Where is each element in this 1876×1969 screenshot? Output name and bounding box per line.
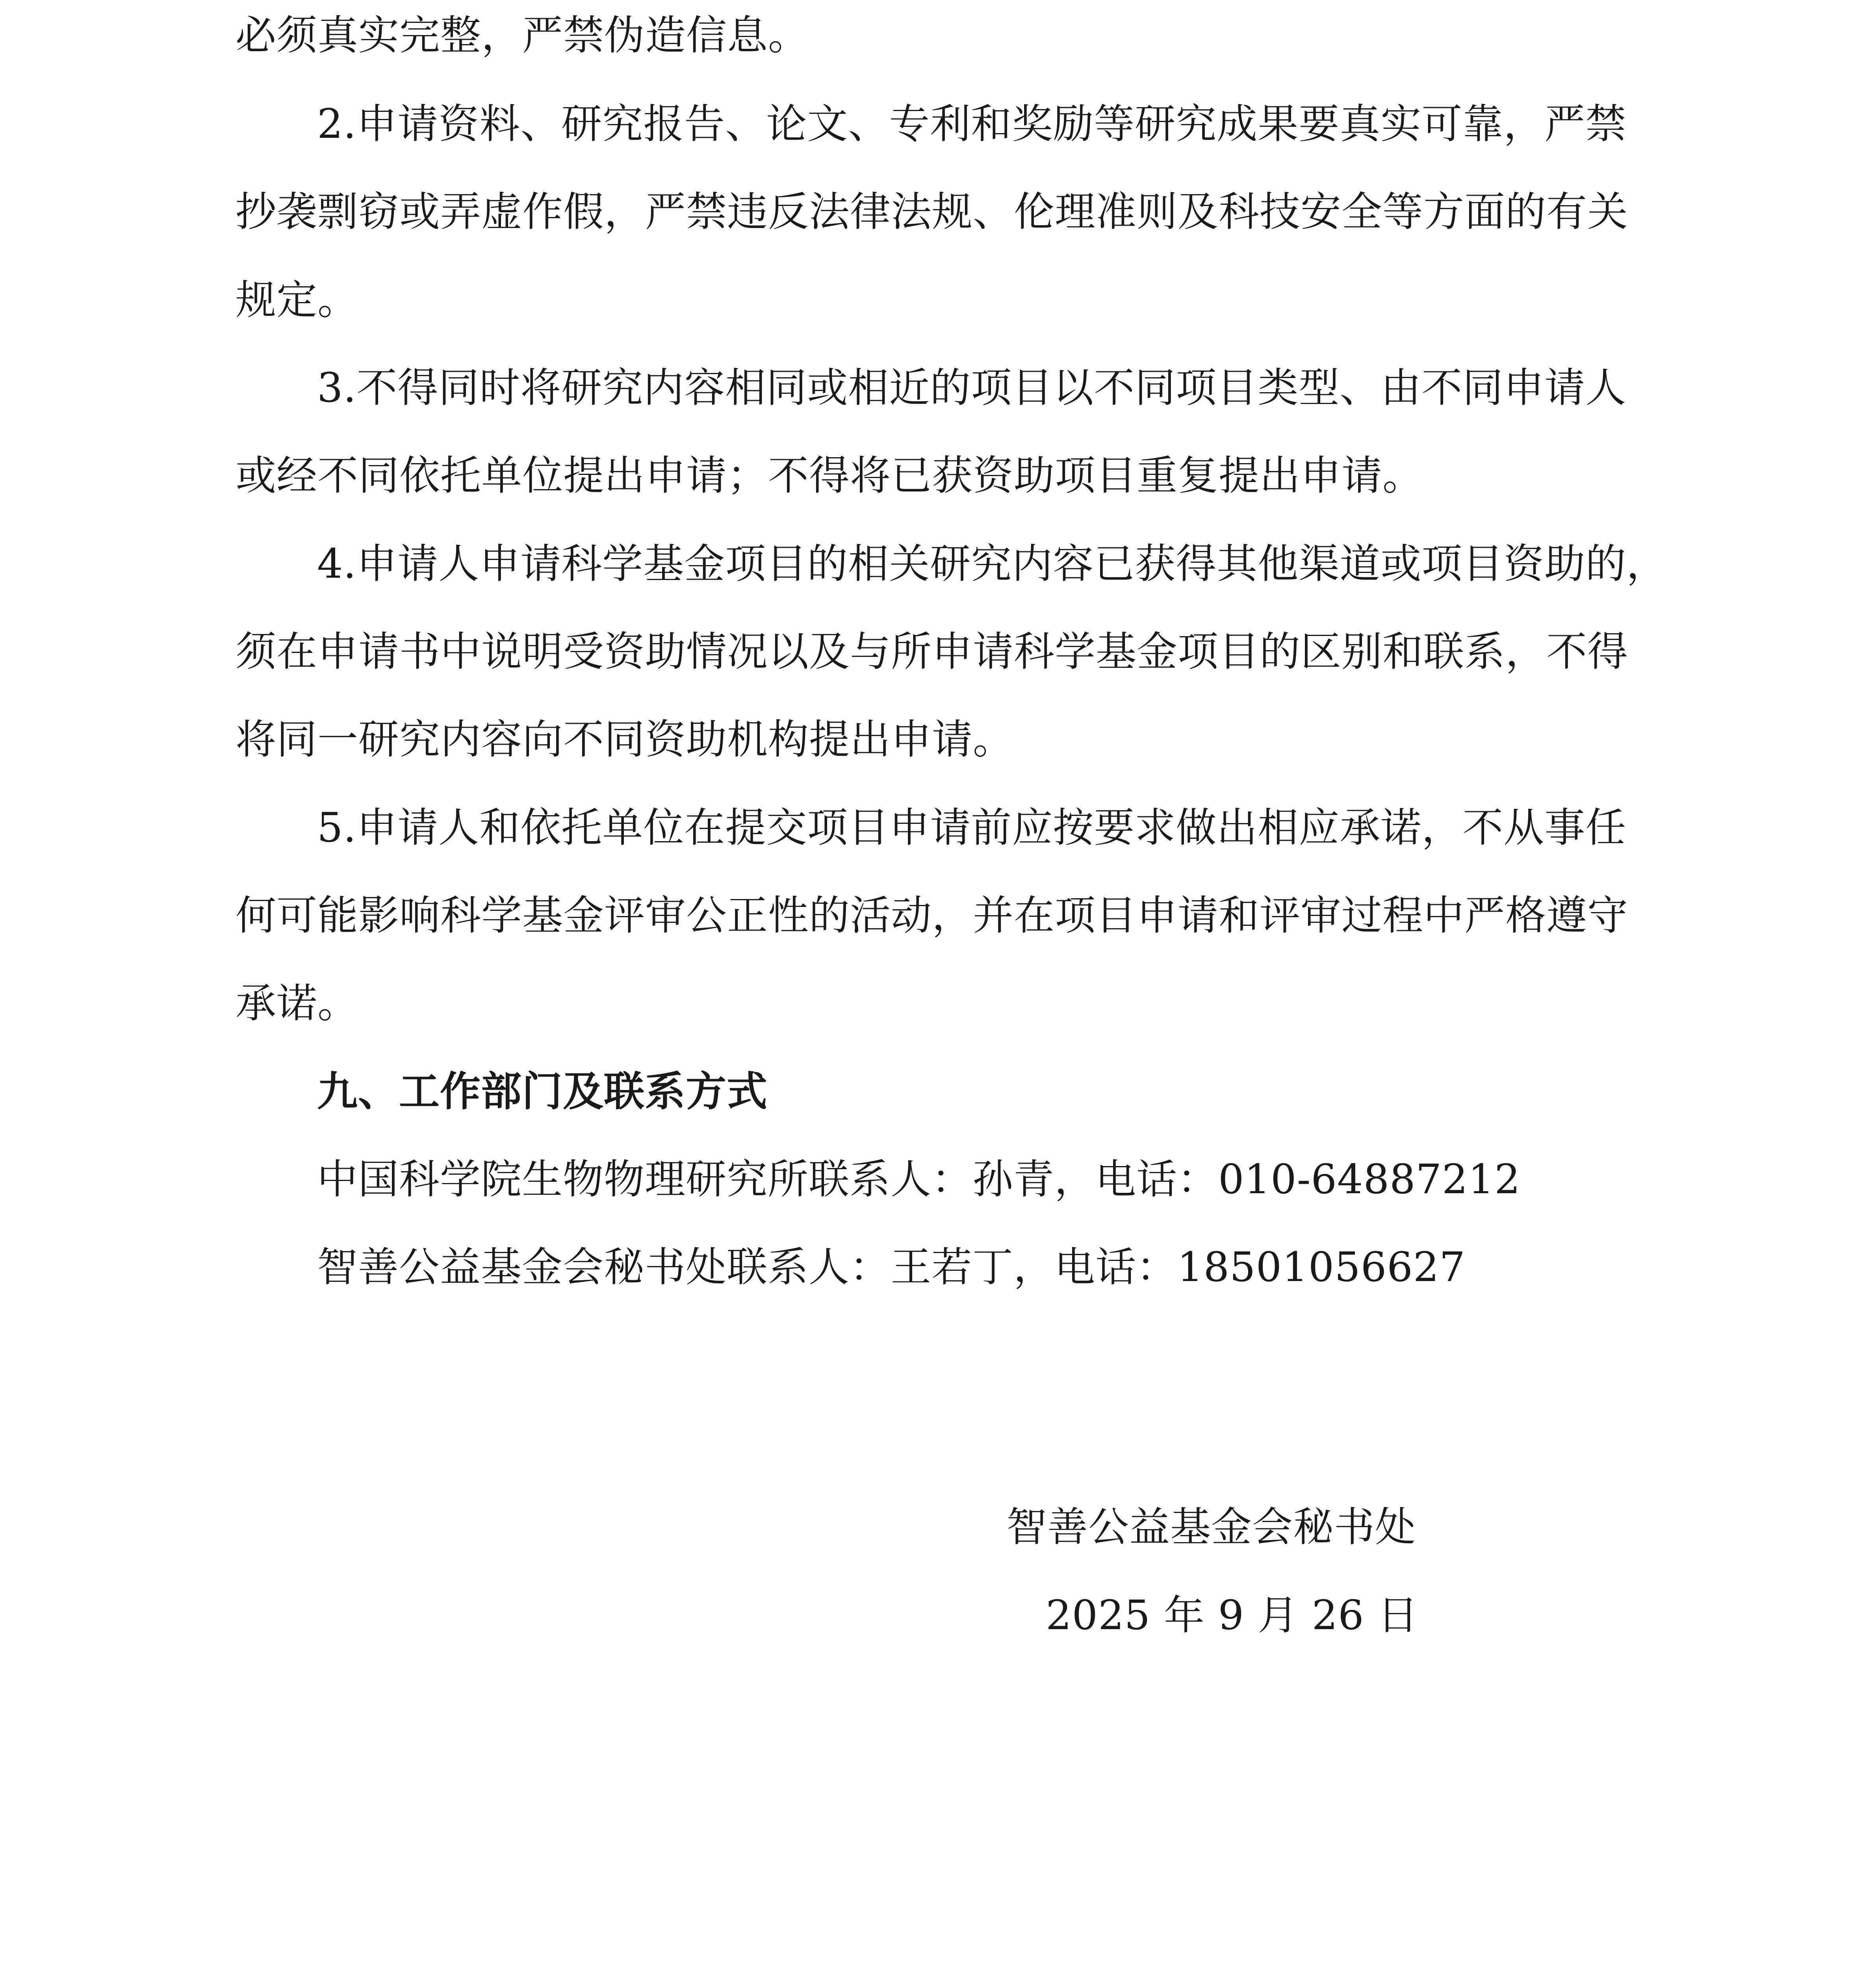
- signature-organization: 智善公益基金会秘书处: [1006, 1504, 1416, 1551]
- paragraph-line: 3.不得同时将研究内容相同或相近的项目以不同项目类型、由不同申请人: [317, 364, 1627, 412]
- paragraph-line: 何可能影响科学基金评审公正性的活动，并在项目申请和评审过程中严格遵守: [236, 892, 1628, 939]
- paragraph-line: 4.申请人申请科学基金项目的相关研究内容已获得其他渠道或项目资助的，: [317, 540, 1668, 588]
- paragraph-line: 须在申请书中说明受资助情况以及与所申请科学基金项目的区别和联系，不得: [236, 628, 1628, 675]
- paragraph-line: 2.申请资料、研究报告、论文、专利和奖励等研究成果要真实可靠，严禁: [317, 100, 1627, 148]
- signature-date: 2025 年 9 月 26 日: [1046, 1592, 1419, 1639]
- paragraph-line: 或经不同依托单位提出申请；不得将已获资助项目重复提出申请。: [236, 452, 1423, 499]
- paragraph-line: 规定。: [236, 276, 358, 324]
- paragraph-line: 承诺。: [236, 980, 358, 1027]
- paragraph-line: 将同一研究内容向不同资助机构提出申请。: [236, 716, 1014, 763]
- contact-line: 智善公益基金会秘书处联系人：王若丁，电话：18501056627: [317, 1244, 1466, 1291]
- paragraph-line: 必须真实完整，严禁伪造信息。: [236, 12, 809, 59]
- section-heading: 九、工作部门及联系方式: [317, 1068, 768, 1115]
- contact-line: 中国科学院生物物理研究所联系人：孙青，电话：010-64887212: [317, 1156, 1521, 1203]
- paragraph-line: 5.申请人和依托单位在提交项目申请前应按要求做出相应承诺，不从事任: [317, 804, 1627, 851]
- paragraph-line: 抄袭剽窃或弄虚作假，严禁违反法律法规、伦理准则及科技安全等方面的有关: [236, 188, 1628, 235]
